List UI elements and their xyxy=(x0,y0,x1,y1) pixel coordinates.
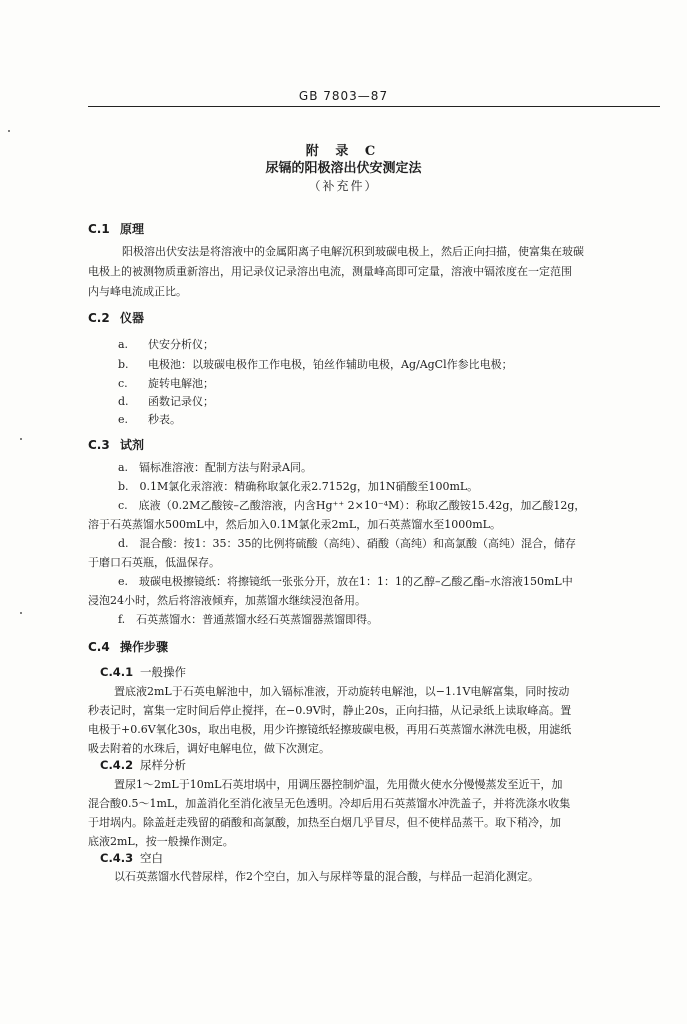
paragraph-line: 混合酸0.5～1mL，加盖消化至消化液呈无色透明。冷却后用石英蒸馏水冲洗盖子，并将洗涤水收集 xyxy=(88,797,571,810)
section-title: 原理 xyxy=(120,222,145,236)
list-item-label: a. xyxy=(118,338,129,351)
list-item xyxy=(118,356,513,372)
paragraph-line: 吸去附着的水珠后，调好电解电位，做下次测定。 xyxy=(88,742,330,755)
reagent-line: e. 玻碳电极擦镜纸：将擦镜纸一张张分开，放在1：1：1的乙醇–乙酸乙酯–水溶液150mL中 xyxy=(118,575,573,588)
section-heading-c4 xyxy=(88,638,168,655)
list-item-text: 秒表。 xyxy=(148,413,181,426)
reagent-line: b. 0.1M氯化汞溶液：精确称取氯化汞2.7152g，加1N硝酸至100mL。 xyxy=(118,480,479,493)
reagent-line: c. 底液（0.2M乙酸铵–乙酸溶液，内含Hg⁺⁺ 2×10⁻⁴M）：称取乙酸铵15.42g，加乙酸12g， xyxy=(118,499,586,512)
list-item-text: 函数记录仪； xyxy=(148,395,214,408)
section-number: C.2 xyxy=(88,311,110,325)
subsection-number: C.4.2 xyxy=(100,758,134,772)
paragraph-line: 于坩埚内。除盖赶走残留的硝酸和高氯酸，加热至白烟几乎冒尽，但不使样品蒸干。取下稍冷，加 xyxy=(88,816,561,829)
paragraph-line: 底液2mL，按一般操作测定。 xyxy=(88,835,234,848)
subsection-heading-c43 xyxy=(100,850,163,866)
section-title: 仪器 xyxy=(120,311,145,325)
header-divider xyxy=(88,106,660,107)
paragraph-line: 置尿1～2mL于10mL石英坩埚中，用调压器控制炉温，先用微火使水分慢慢蒸发至近干，加 xyxy=(114,778,563,791)
section-number: C.1 xyxy=(88,222,110,236)
section-heading-c1 xyxy=(88,220,144,237)
reagent-line: a. 镉标准溶液：配制方法与附录A同。 xyxy=(118,461,312,474)
list-item-label: c. xyxy=(118,377,128,390)
scan-speck xyxy=(20,438,22,440)
subsection-heading-c42 xyxy=(100,757,186,773)
paragraph-line: 电极上的被测物质重新溶出，用记录仪记录溶出电流，测量峰高即可定量，溶液中镉浓度在一定范围 xyxy=(88,265,572,278)
reagent-line: 溶于石英蒸馏水500mL中，然后加入0.1M氯化汞2mL，加石英蒸馏水至1000mL。 xyxy=(88,518,501,531)
section-title: 操作步骤 xyxy=(120,640,169,654)
reagent-line: 于磨口石英瓶，低温保存。 xyxy=(88,556,220,569)
list-item-text: 旋转电解池； xyxy=(148,377,214,390)
standard-code: GB 7803—87 xyxy=(298,89,389,103)
paragraph-line: 置底液2mL于石英电解池中，加入镉标准液，开动旋转电解池，以−1.1V电解富集，同时按动 xyxy=(114,685,570,698)
list-item xyxy=(118,336,214,352)
appendix-title: 附 录 C xyxy=(305,144,382,159)
reagent-line: 浸泡24小时，然后将溶液倾弃，加蒸馏水继续浸泡备用。 xyxy=(88,594,366,607)
section-heading-c3 xyxy=(88,436,144,453)
section-number: C.3 xyxy=(88,438,110,452)
list-item-label: d. xyxy=(118,395,129,408)
reagent-line: d. 混合酸：按1：35：35的比例将硫酸（高纯）、硝酸（高纯）和高氯酸（高纯）混合，储存 xyxy=(118,537,577,550)
paragraph-line: 阳极溶出伏安法是将溶液中的金属阳离子电解沉积到玻碳电极上，然后正向扫描，使富集在玻碳 xyxy=(122,245,584,258)
scan-speck xyxy=(8,130,10,132)
paragraph-line: 内与峰电流成正比。 xyxy=(88,285,187,298)
list-item xyxy=(118,375,214,391)
list-item-text: 伏安分析仪； xyxy=(148,338,214,351)
subsection-number: C.4.3 xyxy=(100,851,134,865)
section-title: 试剂 xyxy=(120,438,145,452)
scan-speck xyxy=(20,612,22,614)
subsection-title: 空白 xyxy=(140,851,163,865)
appendix-note: （补充件） xyxy=(308,179,379,193)
subsection-heading-c41 xyxy=(100,664,186,680)
list-item xyxy=(118,393,214,409)
section-number: C.4 xyxy=(88,640,110,654)
section-heading-c2 xyxy=(88,309,144,326)
appendix-subtitle: 尿镉的阳极溶出伏安测定法 xyxy=(265,161,422,176)
reagent-line: f. 石英蒸馏水：普通蒸馏水经石英蒸馏器蒸馏即得。 xyxy=(118,613,379,626)
list-item-label: b. xyxy=(118,358,129,371)
list-item-text: 电极池：以玻碳电极作工作电极，铂丝作辅助电极，Ag/AgCl作参比电极； xyxy=(148,358,513,371)
subsection-number: C.4.1 xyxy=(100,665,134,679)
paragraph-line: 电极于+0.6V氧化30s，取出电极，用少许擦镜纸轻擦玻碳电极，再用石英蒸馏水淋洗电极，用滤纸 xyxy=(88,723,572,736)
subsection-title: 尿样分析 xyxy=(140,758,186,772)
paragraph-line: 以石英蒸馏水代替尿样，作2个空白，加入与尿样等量的混合酸，与样品一起消化测定。 xyxy=(114,870,539,883)
paragraph-line: 秒表记时，富集一定时间后停止搅拌，在−0.9V时，静止20s，正向扫描，从记录纸上读取峰高。置 xyxy=(88,704,572,717)
list-item-label: e. xyxy=(118,413,129,426)
subsection-title: 一般操作 xyxy=(140,665,186,679)
list-item xyxy=(118,411,181,427)
